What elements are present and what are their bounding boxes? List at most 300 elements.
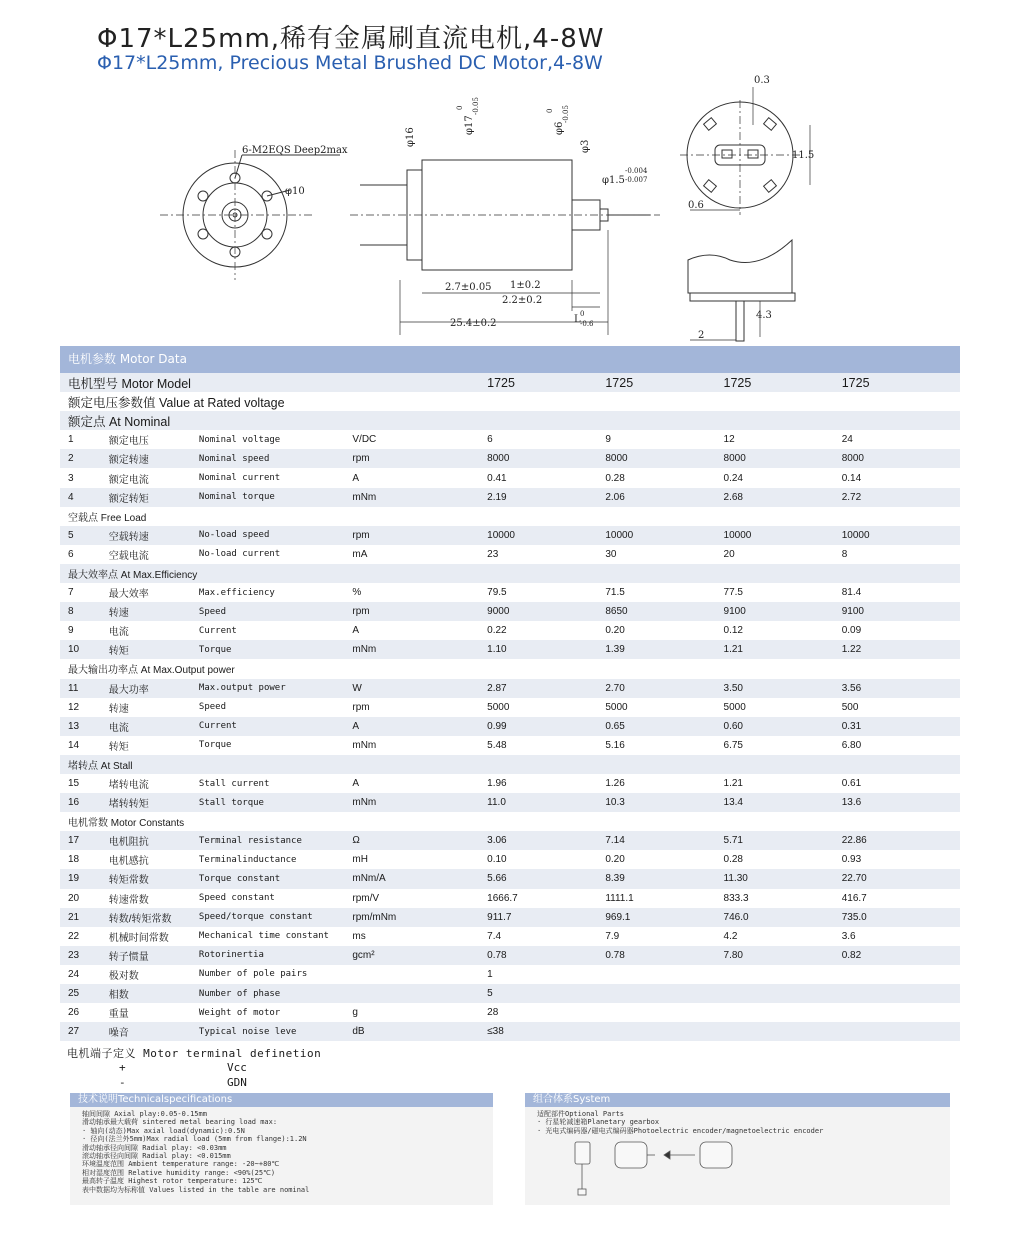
param-value: 5.66 <box>487 869 605 888</box>
param-name-cn: 转矩 <box>108 741 129 753</box>
row-number: 9 <box>68 625 74 637</box>
technical-specifications-header: 技术说明Technicalspecifications <box>70 1093 493 1107</box>
param-value: 9 <box>605 434 611 446</box>
param-value: ≤38 <box>487 1022 605 1041</box>
param-name-en: Speed/torque constant <box>199 908 352 927</box>
param-name-cn: 转矩 <box>109 640 199 659</box>
side-view <box>350 160 660 335</box>
param-value: 10000 <box>724 526 842 545</box>
param-name-en: Nominal torque <box>199 488 352 507</box>
param-unit: mNm/A <box>352 869 487 888</box>
param-value: 5000 <box>487 701 510 713</box>
param-name-en: Typical noise leve <box>199 1022 352 1041</box>
table-row <box>60 927 960 946</box>
table-row <box>60 679 960 698</box>
table-row <box>60 869 960 888</box>
label-d17: φ17 <box>464 115 475 135</box>
param-value: 3.50 <box>724 679 842 698</box>
row-number: 17 <box>60 831 109 850</box>
param-name-cn: 电机阻抗 <box>109 831 199 850</box>
param-name-en: No-load speed <box>199 526 352 545</box>
param-unit: gcm² <box>352 946 487 965</box>
param-value: 0.24 <box>723 472 743 484</box>
terminal-value: GDN <box>227 1076 247 1089</box>
row-number: 24 <box>68 968 80 980</box>
row-number: 23 <box>60 946 109 965</box>
label-dim-254: 25.4±0.2 <box>450 318 497 329</box>
param-value: 0.78 <box>605 946 723 965</box>
param-value: 911.7 <box>487 908 605 927</box>
group-label: 电机常数 Motor Constants <box>68 818 185 830</box>
param-name-cn: 额定电压 <box>108 436 149 448</box>
back-view <box>680 87 810 341</box>
param-value: 500 <box>841 701 859 713</box>
table-row <box>60 889 960 908</box>
param-name-cn: 转速 <box>109 602 199 621</box>
param-name-en: Terminal resistance <box>199 831 352 850</box>
motor-data-header: 电机参数 Motor Data <box>60 346 960 373</box>
param-name-cn: 电流 <box>109 717 199 736</box>
param-value: 0.82 <box>842 946 960 965</box>
table-row <box>60 468 960 487</box>
param-value: 81.4 <box>841 587 862 599</box>
param-name-en: Number of pole pairs <box>198 969 308 980</box>
label-dim-L: L <box>574 314 581 325</box>
row-number: 14 <box>68 739 80 751</box>
param-unit: A <box>352 778 360 790</box>
label-dim-43: 4.3 <box>756 310 772 321</box>
param-name-cn: 相数 <box>109 984 199 1003</box>
system-assembly-illustration <box>570 1137 760 1201</box>
param-value <box>842 1022 960 1041</box>
param-name-cn: 电流 <box>108 627 129 639</box>
row-number: 15 <box>68 778 80 790</box>
param-value: 10000 <box>842 526 960 545</box>
param-value: 0.41 <box>487 472 507 484</box>
model-value: 1725 <box>724 373 842 392</box>
param-value: 2.70 <box>605 679 723 698</box>
param-unit: rpm/mNm <box>352 908 487 927</box>
param-value: 8000 <box>605 449 723 468</box>
param-unit: mNm <box>352 739 377 751</box>
terminal-title: 电机端子定义 Motor terminal definetion <box>67 1047 322 1060</box>
param-unit: g <box>352 1007 358 1019</box>
param-name-en: No-load current <box>198 549 281 560</box>
label-d16: φ16 <box>405 127 416 147</box>
param-value: 0.93 <box>841 854 862 866</box>
param-name-en: Torque <box>199 640 352 659</box>
row-number: 26 <box>68 1007 80 1019</box>
label-d6-tol: 0 <box>546 108 554 113</box>
param-value: 11.0 <box>487 793 605 812</box>
param-value: 8000 <box>842 449 960 468</box>
param-value: 10000 <box>605 526 723 545</box>
param-name-cn: 额定转矩 <box>109 488 199 507</box>
param-value: 5.48 <box>487 739 507 751</box>
table-row <box>60 545 960 564</box>
table-row <box>60 1022 960 1041</box>
param-value: 3.56 <box>842 679 960 698</box>
param-value: 1.39 <box>605 640 723 659</box>
row-number: 11 <box>60 679 109 698</box>
param-value <box>842 1003 960 1022</box>
param-unit: rpm <box>352 526 487 545</box>
param-unit: mNm <box>352 793 487 812</box>
param-name-cn: 机械时间常数 <box>108 932 169 944</box>
param-value: 2.06 <box>605 488 723 507</box>
group-row <box>60 564 960 583</box>
param-value: 0.10 <box>487 854 507 866</box>
table-row <box>60 602 960 621</box>
row-number: 18 <box>68 854 80 866</box>
label-dim-L-tol2: -0.6 <box>580 320 594 328</box>
param-unit: A <box>352 717 487 736</box>
param-value: 0.20 <box>605 625 625 637</box>
label-d15: φ1.5 <box>602 175 625 186</box>
param-value: 9000 <box>487 602 605 621</box>
label-d17-tol: 0 <box>456 105 464 110</box>
param-unit: W <box>352 679 487 698</box>
param-name-cn: 转速 <box>108 703 129 715</box>
param-value: 1.26 <box>605 778 625 790</box>
param-unit: mA <box>352 548 368 560</box>
spec-line: 轴间间隙 Axial play:0.05-0.15mm <box>82 1110 207 1118</box>
param-unit: A <box>352 472 360 484</box>
param-value: 71.5 <box>605 587 625 599</box>
param-name-en: Max.output power <box>199 679 352 698</box>
spec-line: 滑动轴承径向间隙 Radial play: <0.03mm <box>82 1143 227 1152</box>
param-name-en: Nominal speed <box>199 449 352 468</box>
table-row <box>60 1003 960 1022</box>
spec-line: 滚动轴承径向间隙 Radial play: <0.015mm <box>82 1152 231 1161</box>
nominal-label: 额定点 At Nominal <box>60 411 960 430</box>
param-value: 0.12 <box>723 625 743 637</box>
param-value: 7.14 <box>605 831 723 850</box>
param-unit: Ω <box>352 831 487 850</box>
row-number: 21 <box>60 908 109 927</box>
table-row <box>60 831 960 850</box>
param-name-en: Rotorinertia <box>199 946 352 965</box>
param-value: 416.7 <box>841 892 867 904</box>
table-row <box>60 774 960 793</box>
terminal-symbol: + <box>119 1061 126 1074</box>
label-dim-115: 11.5 <box>792 150 815 161</box>
param-value: 833.3 <box>723 892 749 904</box>
param-unit <box>352 965 487 984</box>
param-value: 0.31 <box>842 717 960 736</box>
param-value: 11.30 <box>724 869 842 888</box>
param-value: 0.60 <box>724 717 842 736</box>
param-name-cn: 堵转电流 <box>108 780 149 792</box>
label-dim-1: 1±0.2 <box>510 280 541 291</box>
param-value: 5 <box>487 984 605 1003</box>
param-name-cn: 转子惯量 <box>109 946 199 965</box>
param-value: 1.21 <box>723 778 743 790</box>
param-name-en: Stall current <box>198 778 270 789</box>
table-row <box>60 984 960 1003</box>
group-label: 空载点 Free Load <box>68 512 147 524</box>
row-number: 6 <box>68 548 74 560</box>
param-value: 1.21 <box>724 640 842 659</box>
param-value: 79.5 <box>487 587 507 599</box>
param-value: 4.2 <box>723 930 738 942</box>
param-value: 2.72 <box>842 488 960 507</box>
param-value: 0.65 <box>605 717 723 736</box>
table-row <box>60 640 960 659</box>
param-value: 7.9 <box>605 930 620 942</box>
param-value <box>724 984 842 1003</box>
rated-voltage-row <box>60 392 960 411</box>
label-d15-tol2: -0.007 <box>625 176 648 184</box>
param-value: 8650 <box>605 602 723 621</box>
terminal-symbol: - <box>119 1076 126 1089</box>
param-unit: rpm <box>352 602 487 621</box>
param-value: 7.4 <box>487 930 502 942</box>
param-value: 10.3 <box>605 793 723 812</box>
param-name-en: Torque constant <box>199 869 352 888</box>
model-row <box>60 373 960 392</box>
param-name-cn: 最大功率 <box>109 679 199 698</box>
label-d10: φ10 <box>285 186 305 197</box>
row-number: 27 <box>60 1022 109 1041</box>
row-number: 19 <box>60 869 109 888</box>
param-value: 5000 <box>605 701 628 713</box>
table-row <box>60 430 960 449</box>
param-name-en: Current <box>199 717 352 736</box>
spec-line: 表中数据均为标称值 Values listed in the table are nominal <box>82 1185 310 1194</box>
param-name-cn: 空载电流 <box>108 550 149 562</box>
page-title-en: Φ17*L25mm, Precious Metal Brushed DC Motor,4-8W <box>97 52 603 74</box>
param-value: 8 <box>841 548 848 560</box>
model-value: 1725 <box>842 373 960 392</box>
spec-line: 环境温度范围 Ambient temperature range: -20~+80℃ <box>82 1160 280 1169</box>
group-label: 最大输出功率点 At Max.Output power <box>68 665 235 677</box>
param-value: 20 <box>723 548 735 560</box>
param-value: 0.20 <box>605 854 625 866</box>
param-name-en: Nominal current <box>198 473 281 484</box>
label-dim-22: 2.2±0.2 <box>502 295 543 306</box>
param-value <box>605 1022 723 1041</box>
param-value: 1 <box>487 968 493 980</box>
param-name-cn: 转数/转矩常数 <box>109 908 199 927</box>
model-row-label: 电机型号 Motor Model <box>60 373 487 392</box>
param-value: 969.1 <box>605 908 723 927</box>
terminal-value: Vcc <box>227 1061 247 1074</box>
param-name-cn: 噪音 <box>109 1022 199 1041</box>
param-value: 77.5 <box>723 587 743 599</box>
table-row <box>60 621 960 640</box>
param-value: 0.99 <box>487 717 605 736</box>
model-value: 1725 <box>487 373 605 392</box>
param-value: 13.4 <box>724 793 842 812</box>
group-row <box>60 755 960 774</box>
param-value: 0.22 <box>487 625 507 637</box>
system-line: · 光电式编码器/磁电式编码器Photoelectric encoder/magnetoelectric encoder <box>537 1126 824 1135</box>
group-label: 堵转点 At Stall <box>60 755 960 774</box>
param-value: 24 <box>841 434 853 446</box>
label-dim-2: 2 <box>698 330 705 341</box>
param-value: 10000 <box>487 526 605 545</box>
spec-line: 相对湿度范围 Relative humidity range: <90%(25℃) <box>82 1168 276 1177</box>
param-value: 746.0 <box>724 908 842 927</box>
param-value: 0.14 <box>841 472 862 484</box>
param-value: 5.16 <box>605 739 625 751</box>
param-name-cn: 极对数 <box>108 970 139 982</box>
param-name-cn: 重量 <box>108 1009 129 1021</box>
spec-line: · 径向(法兰外5mm)Max radial load (5mm from flange):1.2N <box>82 1135 307 1144</box>
row-number: 20 <box>68 892 80 904</box>
row-number: 25 <box>60 984 109 1003</box>
row-number: 7 <box>68 587 74 599</box>
param-value: 0.61 <box>841 778 862 790</box>
spec-line: 最高转子温度 Highest rotor temperature: 125℃ <box>82 1177 263 1186</box>
param-name-cn: 空载转速 <box>109 526 199 545</box>
group-label: 最大效率点 At Max.Efficiency <box>60 564 960 583</box>
param-value <box>724 965 842 984</box>
row-number: 8 <box>60 602 109 621</box>
param-value: 5.71 <box>724 831 842 850</box>
row-number: 4 <box>60 488 109 507</box>
param-value: 13.6 <box>842 793 960 812</box>
row-number: 1 <box>68 434 74 446</box>
param-value: 9100 <box>842 602 960 621</box>
param-value: 28 <box>487 1007 499 1019</box>
param-value: 8.39 <box>605 869 723 888</box>
table-row <box>60 526 960 545</box>
param-name-en: Max.efficiency <box>198 587 275 598</box>
system-line: 适配部件Optional Parts <box>537 1110 625 1118</box>
label-d17-tol2: -0.05 <box>472 97 480 115</box>
nominal-row <box>60 411 960 430</box>
table-row <box>60 698 960 717</box>
label-dim-03: 0.3 <box>754 75 770 86</box>
param-unit: % <box>352 587 362 599</box>
system-line: · 行星轮减速箱Planetary gearbox <box>537 1118 660 1127</box>
param-value: 735.0 <box>842 908 960 927</box>
table-row <box>60 736 960 755</box>
param-name-en: Current <box>198 625 237 636</box>
terminal-row <box>67 1061 321 1076</box>
param-name-en: Torque <box>198 740 232 751</box>
param-value: 9100 <box>724 602 842 621</box>
param-unit: rpm <box>352 449 487 468</box>
row-number: 3 <box>68 472 74 484</box>
param-value: 1.10 <box>487 640 605 659</box>
table-row <box>60 946 960 965</box>
param-value: 3.06 <box>487 831 605 850</box>
model-value: 1725 <box>605 373 723 392</box>
param-value: 2.19 <box>487 488 605 507</box>
label-dim-27: 2.7±0.05 <box>445 282 492 293</box>
param-name-en: Weight of motor <box>198 1007 281 1018</box>
param-value: 2.87 <box>487 679 605 698</box>
param-name-cn: 最大效率 <box>108 589 149 601</box>
param-value <box>605 965 723 984</box>
param-value: 1.22 <box>842 640 960 659</box>
param-value: 7.80 <box>724 946 842 965</box>
technical-specifications-box <box>70 1093 493 1205</box>
label-d3: φ3 <box>580 139 591 153</box>
spec-line: · 轴向(动态)Max axial load(dynamic):0.5N <box>82 1126 245 1135</box>
terminal-definition <box>67 1045 321 1091</box>
row-number: 13 <box>60 717 109 736</box>
param-unit: mNm <box>352 640 487 659</box>
param-name-en: Terminalinductance <box>198 854 297 865</box>
table-row <box>60 850 960 869</box>
group-row <box>60 812 960 831</box>
param-value: 3.6 <box>841 930 856 942</box>
param-value: 1.96 <box>487 778 507 790</box>
param-value: 0.28 <box>723 854 743 866</box>
param-name-en: Nominal voltage <box>198 434 281 445</box>
group-row <box>60 507 960 526</box>
param-value: 0.09 <box>841 625 862 637</box>
technical-specifications-list <box>70 1107 493 1194</box>
param-value: 8000 <box>487 449 605 468</box>
motor-technical-drawing <box>150 75 830 345</box>
param-unit <box>352 984 487 1003</box>
param-value: 23 <box>487 548 499 560</box>
param-unit: rpm <box>352 701 370 713</box>
motor-data-table <box>60 373 960 1041</box>
row-number: 5 <box>60 526 109 545</box>
row-number: 22 <box>68 930 80 942</box>
param-unit: mNm <box>352 488 487 507</box>
system-header: 组合体系System <box>525 1093 950 1107</box>
row-number: 16 <box>60 793 109 812</box>
param-value: 0.28 <box>605 472 625 484</box>
param-value <box>605 984 723 1003</box>
label-holes: 6-M2EQS Deep2max <box>242 145 348 156</box>
param-value: 30 <box>605 548 617 560</box>
param-name-cn: 转速常数 <box>108 894 149 906</box>
param-value: 1111.1 <box>605 892 634 904</box>
param-value: 5000 <box>723 701 746 713</box>
param-unit: dB <box>352 1022 487 1041</box>
spec-line: 滑动轴承最大载荷 sintered metal bearing load max: <box>82 1118 278 1127</box>
param-value: 0.78 <box>487 946 605 965</box>
row-number: 12 <box>68 701 80 713</box>
param-name-cn: 电机感抗 <box>108 856 149 868</box>
param-name-en: Speed <box>198 702 227 713</box>
param-value: 12 <box>723 434 735 446</box>
param-name-en: Number of phase <box>199 984 352 1003</box>
table-row <box>60 583 960 602</box>
table-row <box>60 449 960 468</box>
param-unit: V/DC <box>352 434 377 446</box>
param-value: 6.80 <box>841 739 862 751</box>
label-d15-tol: -0.004 <box>625 167 648 175</box>
terminal-row <box>67 1076 321 1091</box>
label-d6-tol2: -0.05 <box>562 105 570 123</box>
param-value <box>724 1022 842 1041</box>
param-value: 22.86 <box>842 831 960 850</box>
front-view <box>160 150 340 280</box>
param-value: 8000 <box>724 449 842 468</box>
param-value: 22.70 <box>842 869 960 888</box>
label-d6: φ6 <box>554 121 565 135</box>
row-number: 2 <box>60 449 109 468</box>
param-unit: rpm/V <box>352 892 380 904</box>
table-row <box>60 965 960 984</box>
system-list <box>525 1107 950 1135</box>
param-value <box>724 1003 842 1022</box>
param-unit: ms <box>352 930 366 942</box>
table-row <box>60 908 960 927</box>
param-name-en: Mechanical time constant <box>198 931 329 942</box>
param-name-en: Speed <box>199 602 352 621</box>
param-value <box>842 965 960 984</box>
